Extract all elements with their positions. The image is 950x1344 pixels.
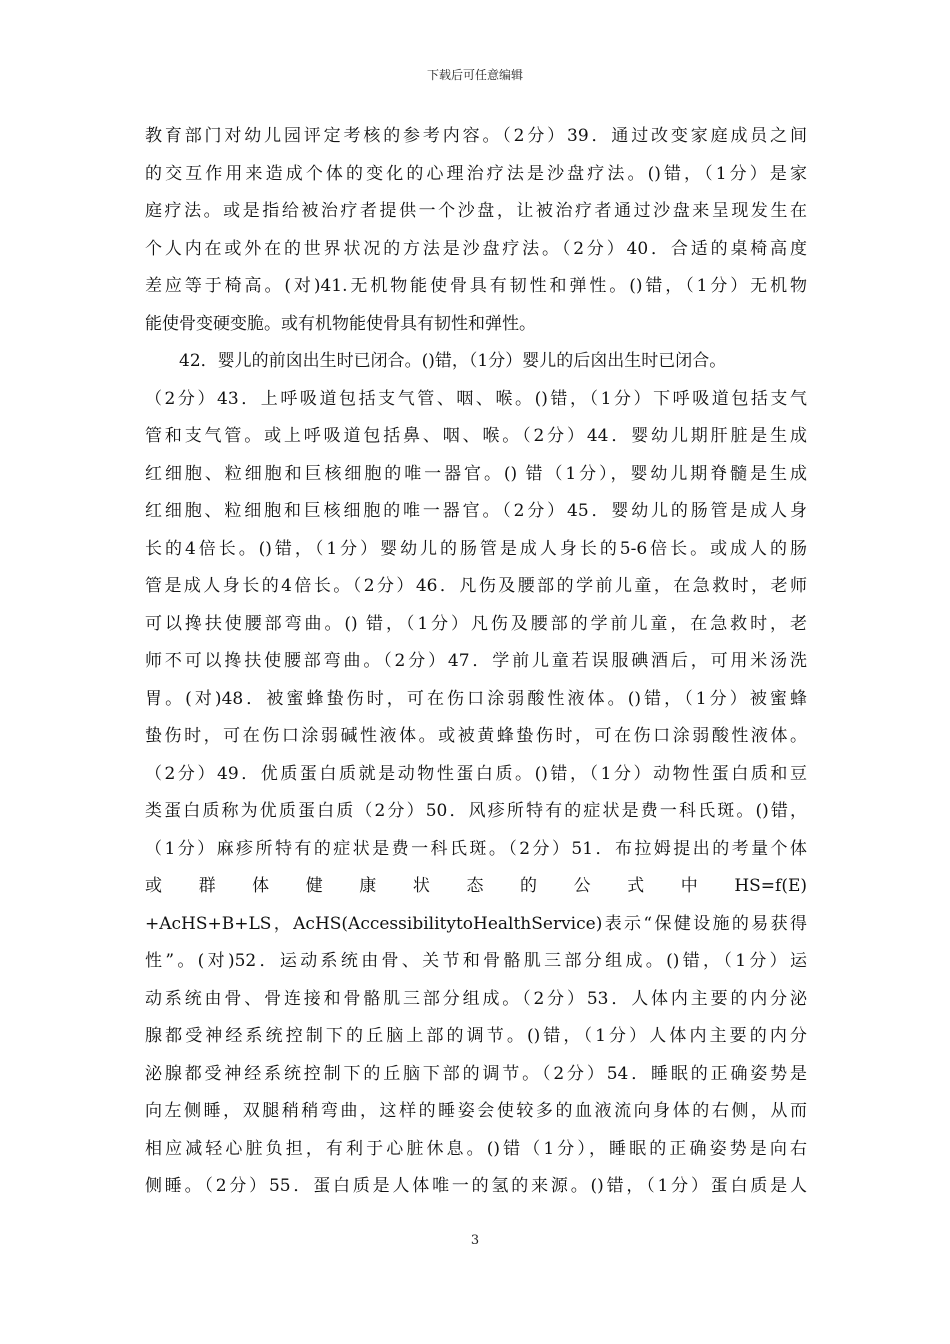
- text-line: 管是成人身长的4倍长。（2分）46．凡伤及腰部的学前儿童，在急救时，老师: [145, 576, 807, 596]
- text-line: 腺都受神经系统控制下的丘脑上部的调节。()错，（1分）人体内主要的内分: [145, 1026, 807, 1046]
- text-line: 师不可以搀扶使腰部弯曲。（2分）47．学前儿童若误服碘酒后，可用米汤洗: [145, 651, 807, 671]
- text-line: 可以搀扶使腰部弯曲。() 错，（1分）凡伤及腰部的学前儿童，在急救时，老: [145, 613, 807, 634]
- text-line: 性”。(对)52．运动系统由骨、关节和骨骼肌三部分组成。()错，（1分）运: [145, 951, 807, 971]
- text-line: 红细胞、粒细胞和巨核细胞的唯一器官。（2分）45．婴幼儿的肠管是成人身: [145, 501, 807, 521]
- text-line: （2分）49．优质蛋白质就是动物性蛋白质。()错，（1分）动物性蛋白质和豆: [145, 763, 807, 784]
- text-line: 的交互作用来造成个体的变化的心理治疗法是沙盘疗法。()错，（1分）是家: [145, 163, 807, 184]
- text-line: 差应等于椅高。(对)41.无机物能使骨具有韧性和弹性。()错，（1分）无机物: [145, 276, 807, 296]
- text-line: 蛰伤时，可在伤口涂弱碱性液体。或被黄蜂蛰伤时，可在伤口涂弱酸性液体。: [145, 726, 807, 746]
- text-line: （2分）43．上呼吸道包括支气管、咽、喉。()错，（1分）下呼吸道包括支气: [145, 388, 807, 409]
- text-line: 类蛋白质称为优质蛋白质（2分）50．风疹所特有的症状是费一科氏斑。()错，: [145, 801, 807, 821]
- text-line: 管和支气管。或上呼吸道包括鼻、咽、喉。（2分）44．婴幼儿期肝脏是生成: [145, 426, 807, 446]
- text-line: 教育部门对幼儿园评定考核的参考内容。（2分）39．通过改变家庭成员之间: [145, 126, 807, 146]
- text-line: 动系统由骨、骨连接和骨骼肌三部分组成。（2分）53．人体内主要的内分泌: [145, 988, 807, 1009]
- text-line-spaced: 或 群 体 健 康 状 态 的 公 式 中 HS=f(E): [145, 876, 807, 896]
- body-text: [145, 118, 807, 1206]
- text-line: 长的4倍长。()错，（1分）婴幼儿的肠管是成人身长的5-6倍长。或成人的肠: [145, 538, 807, 559]
- text-line: 向左侧睡，双腿稍稍弯曲，这样的睡姿会使较多的血液流向身体的右侧，从而: [145, 1101, 807, 1121]
- text-line: +AcHS+B+LS，AcHS(AccessibilitytoHealthService)表示“保健设施的易获得: [145, 913, 807, 934]
- page-header: 下载后可任意编辑: [426, 68, 523, 82]
- text-line: 红细胞、粒细胞和巨核细胞的唯一器官。() 错（1分），婴幼儿期脊髓是生成: [145, 463, 807, 484]
- text-line: 泌腺都受神经系统控制下的丘脑下部的调节。（2分）54．睡眠的正确姿势是: [145, 1063, 807, 1084]
- text-line: 庭疗法。或是指给被治疗者提供一个沙盘，让被治疗者通过沙盘来呈现发生在: [145, 201, 807, 221]
- page-number: 3: [470, 1233, 480, 1248]
- text-line: 个人内在或外在的世界状况的方法是沙盘疗法。（2分）40．合适的桌椅高度: [145, 238, 807, 259]
- text-line-paragraph-start: 42．婴儿的前囟出生时已闭合。()错，（1分）婴儿的后囟出生时已闭合。: [179, 351, 727, 371]
- text-line: 侧睡。（2分）55．蛋白质是人体唯一的氢的来源。()错，（1分）蛋白质是人: [145, 1176, 807, 1196]
- text-line: 相应减轻心脏负担，有利于心脏休息。()错（1分），睡眠的正确姿势是向右: [145, 1138, 807, 1159]
- text-line: 胃。(对)48．被蜜蜂蛰伤时，可在伤口涂弱酸性液体。()错，（1分）被蜜蜂: [145, 688, 807, 709]
- text-line: 能使骨变硬变脆。或有机物能使骨具有韧性和弹性。: [145, 313, 536, 334]
- text-line: （1分）麻疹所特有的症状是费一科氏斑。（2分）51．布拉姆提出的考量个体: [145, 838, 807, 859]
